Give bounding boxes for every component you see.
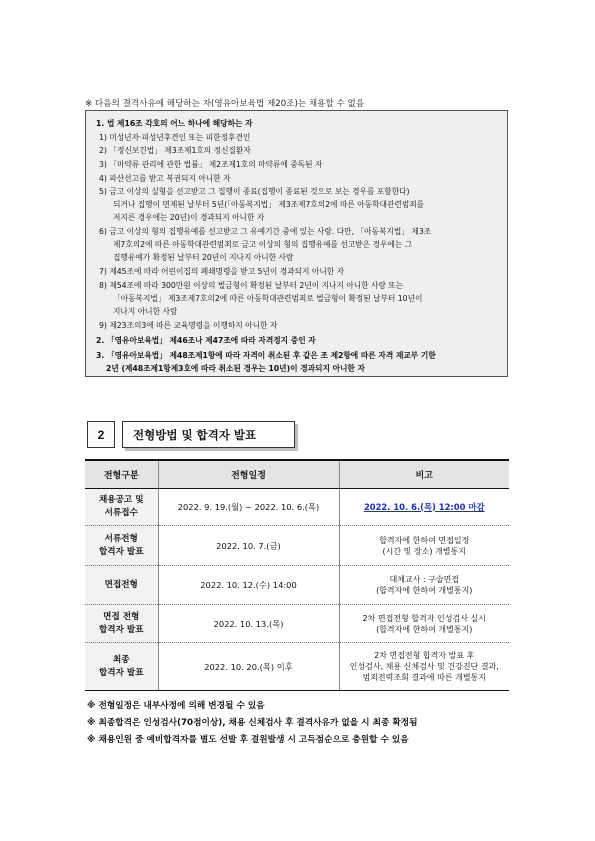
deadline-highlight: 2022. 10. 6.(목) 12:00 마감 <box>363 501 485 512</box>
row-category <box>85 526 158 566</box>
table-row <box>85 643 509 691</box>
row-category-line: 면접 전형 <box>103 611 140 622</box>
disqualification-subitem-cont: 되거나 집행이 면제된 날부터 5년(「아동복지법」 제3조제7호의2에 따른 아동학대관련범죄를 <box>113 200 425 209</box>
row-remarks-line: 2차 면접전형 합격자 인성검사 실시 <box>362 613 486 623</box>
disqualification-subitem-cont: 「아동복지법」 제3조제7호의2에 따른 아동학대관련범죄로 벌금형이 확정된 날부터 10년이 <box>113 294 423 303</box>
disqualification-subitem: 5) 금고 이상의 실형을 선고받고 그 집행이 종료(집행이 종료된 것으로 보는 경우를 포함한다) <box>99 187 410 196</box>
row-remarks-line: (합격자에 한하여 개별통지) <box>376 624 473 634</box>
table-header-row <box>85 460 509 489</box>
row-remarks-line: 합격자에 한하여 면접일정 <box>379 535 470 545</box>
row-remarks <box>339 526 509 566</box>
disqualification-item-cont: 2년 (제48조제1항제3호에 따라 취소된 경우는 10년)이 경과되지 아니한 자 <box>106 364 365 373</box>
row-schedule: 2022. 10. 12.(수) 14:00 <box>158 566 339 605</box>
row-category-line: 면접전형 <box>104 579 138 590</box>
disqualification-box <box>85 110 508 377</box>
disqualification-subitem: 1) 미성년자·피성년후견인 또는 피한정후견인 <box>99 133 251 142</box>
table-row <box>85 526 509 566</box>
disqualification-subitem-cont: 지나지 아니한 사람 <box>113 307 178 316</box>
table-row <box>85 605 509 643</box>
row-category-line: 채용공고 및 <box>99 495 144 505</box>
note-reserve: ※ 채용인원 중 예비합격자를 별도 선발 후 결원발생 시 고득점순으로 충원할 수 있음 <box>87 735 409 745</box>
row-category-line: 합격자 발표 <box>99 624 144 635</box>
row-category <box>85 605 158 643</box>
row-schedule: 2022. 9. 19.(월) ~ 2022. 10. 6.(목) <box>158 489 339 526</box>
section-number: 2 <box>87 421 115 448</box>
header-remarks: 비고 <box>339 460 509 489</box>
row-category-line: 최종 <box>112 654 130 665</box>
disqualification-subitem-cont: 제7호의2에 따른 아동학대관련범죄로 금고 이상의 형의 집행유예를 선고받은 경우에는 그 <box>113 240 413 249</box>
disqualification-intro: ※ 다음의 결격사유에 해당하는 자(영유아보육법 제20조)는 채용할 수 없음 <box>85 99 365 109</box>
section-title: 전형방법 및 합격자 발표 <box>122 421 295 448</box>
disqualification-subitem: 9) 제23조의3에 따른 교육명령을 이행하지 아니한 자 <box>99 321 278 330</box>
row-remarks-line: 대체교사 : 구술면접 <box>389 575 460 584</box>
row-remarks <box>339 643 509 691</box>
header-category: 전형구분 <box>85 460 158 489</box>
row-category <box>85 643 158 691</box>
header-schedule: 전형일정 <box>158 460 339 489</box>
row-remarks-line: (시간 및 장소) 개별통지 <box>382 546 466 556</box>
row-schedule: 2022. 10. 7.(금) <box>158 526 339 566</box>
row-category-line: 합격자 발표 <box>99 546 144 557</box>
disqualification-item: 3. 「영유아보육법」 제48조제1항에 따라 자격이 취소된 후 같은 조 제2항에 따른 자격 재교부 기한 <box>96 351 436 360</box>
disqualification-subitem: 6) 금고 이상의 형의 집행유예를 선고받고 그 유예기간 중에 있는 사람. 다만, 「아동복지법」 제3조 <box>99 227 432 236</box>
row-remarks <box>339 566 509 605</box>
disqualification-subitem: 4) 파산선고를 받고 복권되지 아니한 자 <box>99 174 231 183</box>
disqualification-subitem-cont: 저지른 경우에는 20년)이 경과되지 아니한 자 <box>113 213 265 222</box>
row-remarks-line: 범죄전력조회 결과에 따른 개별통지 <box>362 673 487 682</box>
row-category <box>85 566 158 605</box>
disqualification-subitem: 2) 「정신보건법」 제3조제1호의 정신질환자 <box>99 146 251 155</box>
row-category-line: 서류접수 <box>104 508 138 518</box>
disqualification-subitem: 7) 제45조에 따라 어린이집의 폐쇄명령을 받고 5년이 경과되지 아니한 자 <box>99 267 345 276</box>
row-category-line: 서류전형 <box>104 533 138 544</box>
note-schedule-change: ※ 전형일정은 내부사정에 의해 변경될 수 있음 <box>87 701 265 711</box>
disqualification-subitem: 8) 제54조에 따라 300만원 이상의 벌금형이 확정된 날부터 2년이 지나지 아니한 사람 또는 <box>99 281 404 290</box>
row-remarks <box>339 605 509 643</box>
disqualification-subitem: 3) 「마약류 관리에 관한 법률」 제2조제1호의 마약류에 중독된 자 <box>99 160 323 169</box>
note-final-pass: ※ 최종합격은 인성검사(70점이상), 채용 신체검사 후 결격사유가 없을 시 최종 확정됨 <box>87 718 418 728</box>
row-remarks-line: 2차 면접전형 합격자 발표 후 <box>374 651 475 660</box>
disqualification-item: 1. 법 제16조 각호의 어느 하나에 해당하는 자 <box>96 119 253 128</box>
row-category-line: 합격자 발표 <box>99 667 144 678</box>
row-remarks-line: 인성검사, 채용 신체검사 및 건강진단 결과, <box>349 662 499 671</box>
row-schedule: 2022. 10. 20.(목) 이후 <box>158 643 339 691</box>
table-row <box>85 489 509 526</box>
disqualification-subitem-cont: 집행유예가 확정된 날부터 20년이 지나지 아니한 사람 <box>113 253 294 262</box>
row-remarks-line: (합격자에 한하여 개별통지) <box>376 586 473 595</box>
table-row <box>85 566 509 605</box>
row-remarks <box>339 489 509 526</box>
row-category <box>85 489 158 526</box>
row-schedule: 2022. 10. 13.(목) <box>158 605 339 643</box>
schedule-table <box>85 459 509 691</box>
disqualification-item: 2. 「영유아보육법」 제46조나 제47조에 따라 자격정지 중인 자 <box>96 336 316 345</box>
